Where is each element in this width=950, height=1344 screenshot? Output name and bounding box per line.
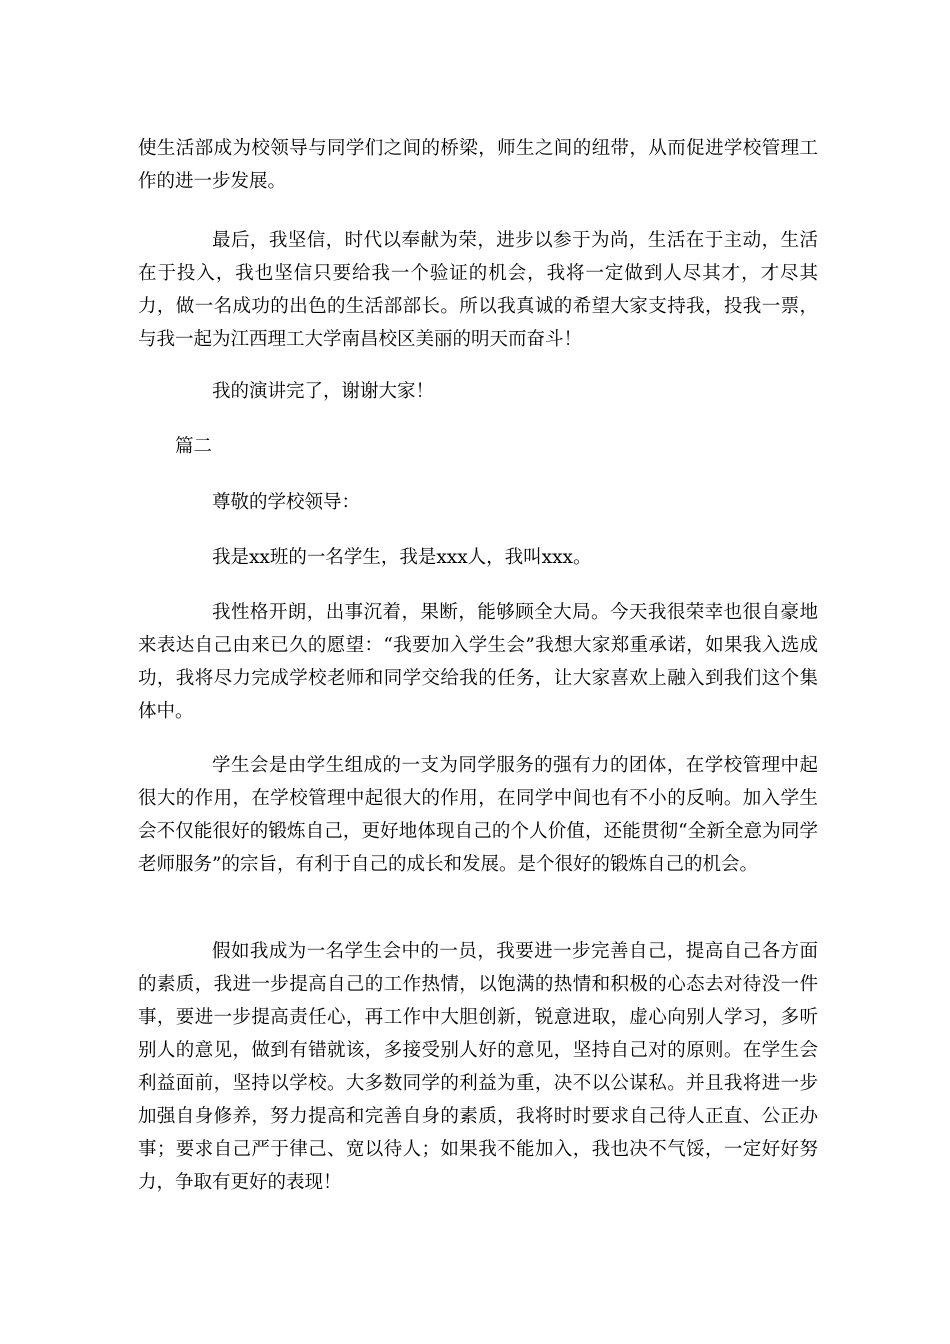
paragraph-student-union: 学生会是由学生组成的一支为同学服务的强有力的团体，在学校管理中起很大的作用，在学校管理中起很大的作用，在同学中间也有不小的反响。加入学生会不仅能很好的锻炼自己，更好地体现自己的个人价值，还能贯彻“全新全意为同学老师服务”的宗旨，有利于自己的成长和发展。是个很好的锻炼自己的机会。 <box>138 755 818 875</box>
paragraph-closing: 最后，我坚信，时代以奉献为荣，进步以参于为尚，生活在于主动，生活在于投入，我也坚信只要给我一个验证的机会，我将一定做到人尽其才，才尽其力，做一名成功的出色的生活部部长。所以我真诚的希望大家支持我，投我一票，与我一起为江西理工大学南昌校区美丽的明天而奋斗！ <box>138 230 818 350</box>
paragraph-commitment: 假如我成为一名学生会中的一员，我要进一步完善自己，提高自己各方面的素质，我进一步提高自己的工作热情，以饱满的热情和积极的心态去对待没一件事，要进一步提高责任心，再工作中大胆创新，锐意进取，虚心向别人学习，多听别人的意见，做到有错就该，多接受别人好的意见，坚持自己对的原则。在学生会利益面前，坚持以学校。大多数同学的利益为重，决不以公谋私。并且我将进一步加强自身修养，努力提高和完善自身的素质，我将时时要求自己待人正直、公正办事；要求自己严于律己、宽以待人；如果我不能加入，我也决不气馁，一定好好努力，争取有更好的表现！ <box>138 941 818 1193</box>
paragraph-continuation: 使生活部成为校领导与同学们之间的桥梁，师生之间的纽带，从而促进学校管理工作的进一步发展。 <box>138 138 818 192</box>
paragraph-salutation: 尊敬的学校领导： <box>212 492 361 513</box>
paragraph-personality: 我性格开朗，出事沉着，果断，能够顾全大局。今天我很荣幸也很自豪地来表达自己由来已久的愿望：“我要加入学生会”我想大家郑重承诺，如果我入选成功，我将尽力完成学校老师和同学交给我的任务，让大家喜欢上融入到我们这个集体中。 <box>138 602 818 722</box>
section-heading: 篇二 <box>175 436 213 457</box>
paragraph-self-intro: 我是xx班的一名学生，我是xxx人，我叫xxx。 <box>212 547 592 568</box>
paragraph-thanks: 我的演讲完了，谢谢大家！ <box>212 381 435 402</box>
